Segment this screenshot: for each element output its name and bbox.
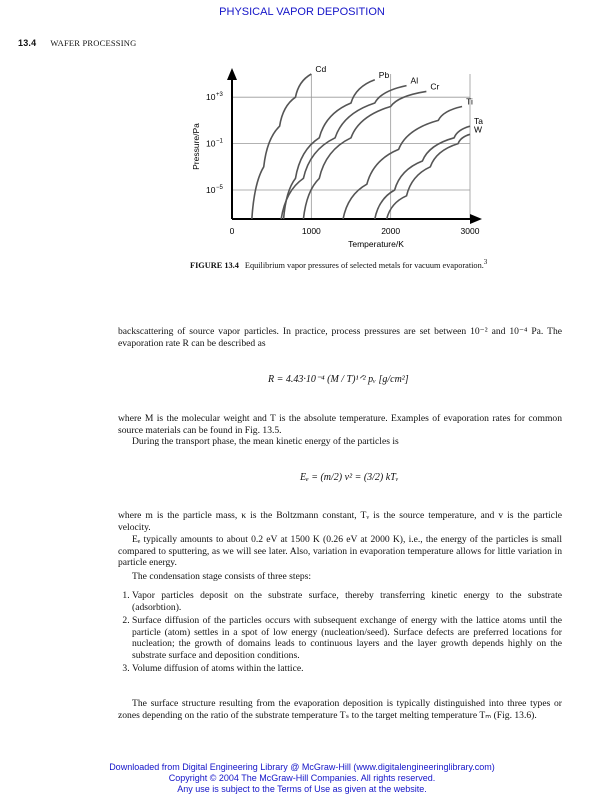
x-axis-title: Temperature/K (348, 239, 404, 249)
y-axis-arrow (227, 68, 237, 80)
x-axis-arrow (470, 214, 482, 224)
page-number: 13.4 (18, 38, 37, 48)
y-axis-title: Pressure/Pa (191, 123, 201, 170)
x-tick-label: 1000 (301, 226, 321, 236)
page-header-title: PHYSICAL VAPOR DEPOSITION (219, 6, 385, 18)
equation-kinetic-energy: Eₑ = (m/2) v² = (3/2) kTᵥ (300, 472, 399, 483)
series-label-al: Al (410, 75, 419, 86)
y-tick-exponent: −5 (216, 185, 223, 191)
paragraph-3: During the transport phase, the mean kinetic energy of the particles is (132, 436, 399, 447)
y-tick-label: 10 (206, 138, 216, 149)
paragraph-6: The condensation stage consists of three steps: (132, 571, 312, 582)
x-tick-label: 2000 (381, 226, 401, 236)
y-tick-label: 10 (206, 92, 216, 103)
y-tick-label: 10 (206, 185, 216, 195)
footer-line-3: Any use is subject to the Terms of Use as given at the website. (177, 784, 427, 794)
x-tick-label: 0 (229, 226, 235, 236)
paragraph-5: Eₑ typically amounts to about 0.2 eV at 1500 K (0.26 eV at 2000 K), i.e., the energy of the particles is small compared to sputtering, as we will see later. Also, variation in evaporation temperature allows for little variation in particle energy. (118, 534, 562, 568)
step-2: 2. Surface diffusion of the particles occurs with subsequent exchange of energy with the lattice atoms until the particle (atom) settles in a spot of low energy (nucleation/seed). Surface defects are preferred locations for nucleation; the growth of domains leads to continuous layers and the layer growth depends highly on the substrate surface and deposition conditions. (132, 615, 562, 661)
step-3: 3. Volume diffusion of atoms within the lattice. (132, 663, 562, 675)
footer-line-1[interactable]: Downloaded from Digital Engineering Library @ McGraw-Hill (www.digitalengineeringlibrary.com) (109, 762, 495, 772)
series-label-ti: Ti (466, 96, 473, 107)
y-tick-exponent: −1 (216, 138, 223, 145)
vapor-pressure-chart (180, 62, 483, 252)
section-name: WAFER PROCESSING (50, 38, 137, 48)
paragraph-1: backscattering of source vapor particles. In practice, process pressures are set between 10⁻² and 10⁻⁴ Pa. The evaporation rate R can be described as (118, 326, 562, 349)
condensation-steps (118, 590, 562, 677)
footer-line-2: Copyright © 2004 The McGraw-Hill Companies. All rights reserved. (168, 773, 436, 783)
series-label-ta: Ta (474, 116, 483, 127)
paragraph-2: where M is the molecular weight and T is the absolute temperature. Examples of evaporation rates for common source materials can be found in Fig. 13.5. (118, 413, 562, 436)
page-footer (0, 762, 604, 795)
series-label-cd: Cd (315, 64, 327, 74)
caption-ref: 3 (483, 258, 488, 266)
series-line-cd (252, 74, 311, 219)
series-line-pb (284, 80, 375, 219)
series-label-w: W (474, 124, 483, 135)
series-label-cr: Cr (430, 81, 440, 92)
series-line-ta (375, 126, 470, 219)
caption-text: Equilibrium vapor pressures of selected metals for vacuum evaporation. (244, 260, 484, 270)
figure-caption (190, 257, 490, 271)
x-tick-label: 3000 (460, 226, 480, 236)
figure-label: FIGURE 13.4 (190, 260, 239, 270)
step-1: 1. Vapor particles deposit on the substrate surface, thereby transferring kinetic energy to the substrate (adsorbtion). (132, 590, 562, 613)
paragraph-7: The surface structure resulting from the evaporation deposition is typically distinguished into three types or zones depending on the ratio of the substrate temperature Tₛ to the target melting temperature Tₘ (Fig. 13.6). (118, 698, 562, 721)
series-label-pb: Pb (378, 69, 390, 80)
paragraph-4: where m is the particle mass, κ is the Boltzmann constant, Tᵥ is the source temperature, and v is the particle velocity. (118, 510, 562, 533)
y-tick-exponent: +3 (216, 92, 223, 99)
equation-evaporation-rate: R = 4.43·10⁻⁴ (M / T)¹ᐟ² pᵥ [g/cm²] (268, 374, 409, 385)
series-line-cr (303, 91, 426, 219)
running-head (18, 38, 136, 48)
